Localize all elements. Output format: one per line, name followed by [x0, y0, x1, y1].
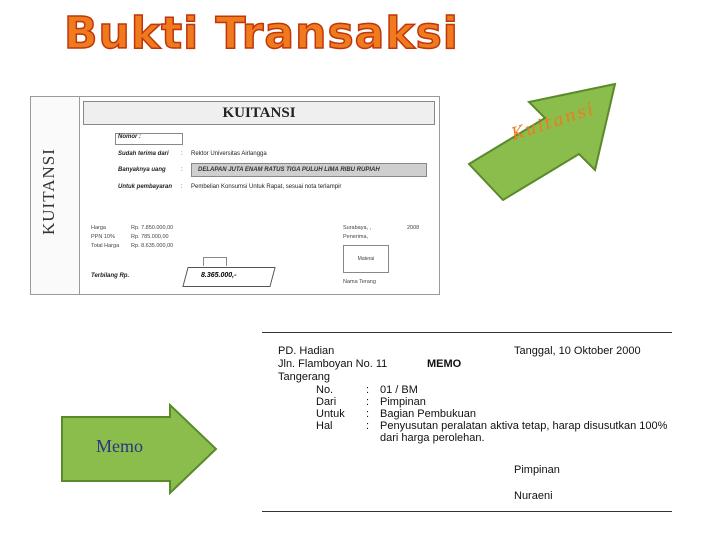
kuitansi-arrow-label: Kuitansi — [509, 99, 598, 145]
untuk-label: Untuk pembayaran — [118, 184, 173, 190]
banyaknya-label: Banyaknya uang — [118, 167, 166, 173]
memo-colon: : — [366, 384, 370, 396]
kuitansi-side-label: KUITANSI — [39, 148, 58, 235]
kuitansi-side-panel — [31, 97, 80, 294]
nama-terang: Nama Terang — [343, 279, 376, 285]
untuk-value: Pembelian Konsumsi Untuk Rapat, sesuai nota terlampir — [191, 184, 342, 190]
memo-row-label: Untuk — [316, 408, 345, 420]
kuitansi-receipt — [30, 96, 440, 295]
memo-document — [262, 332, 672, 512]
memo-date: Tanggal, 10 Oktober 2000 — [514, 345, 641, 357]
year: 2008 — [407, 225, 420, 231]
total-label: Total Harga — [91, 243, 120, 249]
memo-heading: MEMO — [427, 358, 462, 370]
memo-sign-name: Nuraeni — [514, 490, 553, 502]
memo-colon: : — [366, 408, 370, 420]
memo-row-label: Hal — [316, 420, 333, 432]
memo-sign-title: Pimpinan — [514, 464, 560, 476]
ppn-value: Rp. 785.000,00 — [131, 234, 169, 240]
memo-colon: : — [366, 420, 370, 432]
terbilang-label: Terbilang Rp. — [91, 273, 130, 279]
page-title: Bukti Transaksi — [64, 8, 459, 59]
ppn-label: PPN 10% — [91, 234, 115, 240]
colon: : — [181, 151, 183, 157]
memo-arrow-label: Memo — [96, 436, 143, 456]
memo-company: PD. Hadian — [278, 345, 335, 357]
memo-address2: Tangerang — [278, 371, 330, 383]
memo-colon: : — [366, 396, 370, 408]
kuitansi-header: KUITANSI — [83, 101, 435, 125]
memo-row-value: 01 / BM — [380, 384, 418, 396]
memo-row-value: Penyusutan peralatan aktiva tetap, harap disusutkan 100% — [380, 420, 668, 432]
harga-value: Rp. 7.850.000,00 — [131, 225, 174, 231]
sudah-terima-label: Sudah terima dari — [118, 151, 169, 157]
penerima: Penerima, — [343, 234, 369, 240]
terbilang-tab — [203, 257, 227, 266]
harga-label: Harga — [91, 225, 106, 231]
memo-hal-continuation: dari harga perolehan. — [380, 432, 485, 444]
meterai-box: Materai — [343, 245, 389, 273]
memo-row-label: Dari — [316, 396, 337, 408]
colon: : — [181, 184, 183, 190]
memo-address1: Jln. Flamboyan No. 11 — [278, 358, 388, 370]
city: Surabaya, , — [343, 225, 372, 231]
memo-row-value: Pimpinan — [380, 396, 426, 408]
sudah-terima-value: Rektor Universitas Airlangga — [191, 151, 267, 157]
banyaknya-value: DELAPAN JUTA ENAM RATUS TIGA PULUH LIMA RIBU RUPIAH — [191, 163, 427, 177]
memo-row-label: No. — [316, 384, 334, 396]
nomor-label: Nomor : — [118, 134, 141, 140]
kuitansi-arrow-icon — [467, 72, 617, 202]
terbilang-value: 8.365.000,- — [201, 272, 237, 279]
total-value: Rp. 8.635.000,00 — [131, 243, 174, 249]
memo-row-value: Bagian Pembukuan — [380, 408, 477, 420]
colon: : — [181, 167, 183, 173]
